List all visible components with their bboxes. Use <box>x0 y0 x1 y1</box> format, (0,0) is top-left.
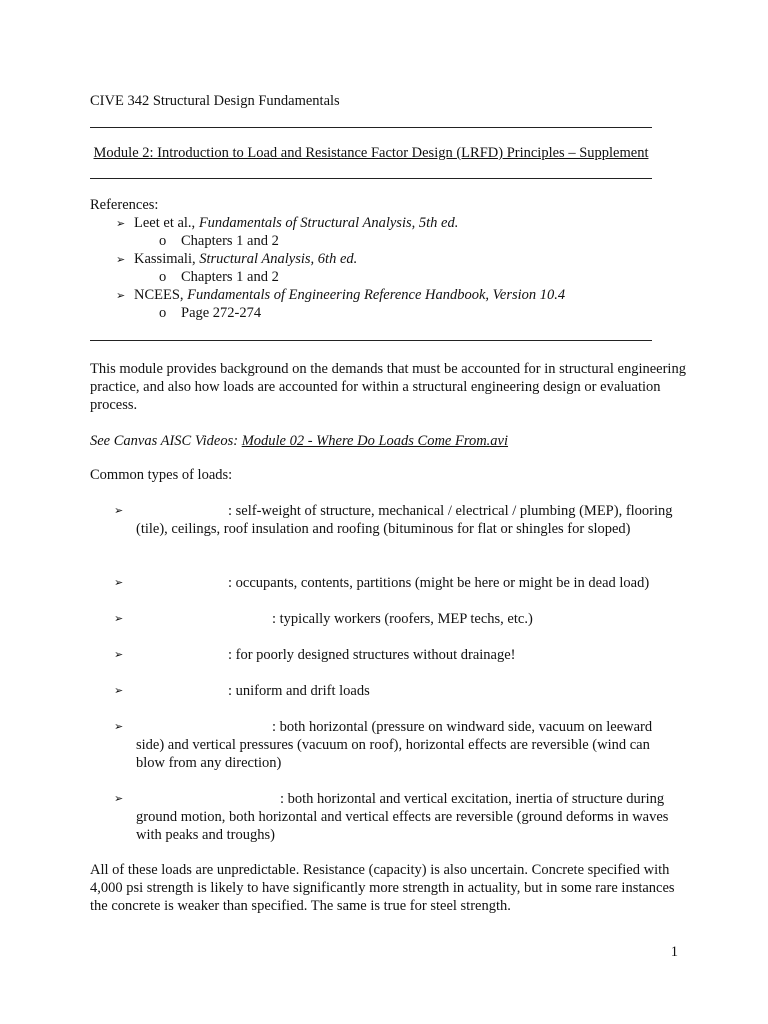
canvas-video-line <box>90 432 508 450</box>
reference-title: Fundamentals of Engineering Reference Handbook, Version 10.4 <box>187 287 566 303</box>
load-description: : both horizontal and vertical excitation, inertia of structure during ground motion, both horizontal and vertical effects are reversible (ground deforms in waves with peaks and troughs) <box>136 791 669 843</box>
load-item-seismic <box>114 790 674 844</box>
arrow-bullet-icon: ➢ <box>114 684 124 697</box>
arrow-bullet-icon: ➢ <box>116 289 126 302</box>
circle-bullet-icon: o <box>159 305 167 321</box>
divider-under-references <box>90 340 652 341</box>
divider-under-title <box>90 178 652 179</box>
reference-title: Structural Analysis, 6th ed. <box>199 251 358 267</box>
reference-title: Fundamentals of Structural Analysis, 5th ed. <box>198 215 459 231</box>
intro-paragraph: This module provides background on the demands that must be accounted for in structural engineering practice, and also how loads are accounted for within a structural engineering design or evaluation process. <box>90 361 686 413</box>
load-item-dead <box>114 502 674 538</box>
circle-bullet-icon: o <box>159 269 167 285</box>
reference-item <box>116 214 458 233</box>
video-link[interactable]: Module 02 - Where Do Loads Come From.avi <box>241 433 509 449</box>
arrow-bullet-icon: ➢ <box>114 792 124 805</box>
reference-item <box>116 250 357 269</box>
arrow-bullet-icon: ➢ <box>114 720 124 733</box>
arrow-bullet-icon: ➢ <box>116 217 126 230</box>
load-description: : for poorly designed structures without drainage! <box>228 647 516 663</box>
load-item-roof-live <box>114 610 674 628</box>
circle-bullet-icon: o <box>159 233 167 249</box>
reference-author: Kassimali, <box>134 251 200 267</box>
reference-author: Leet et al., <box>134 215 199 231</box>
course-title: CIVE 342 Structural Design Fundamentals <box>90 93 340 109</box>
load-types-heading: Common types of loads: <box>90 467 233 483</box>
load-description: : occupants, contents, partitions (might be here or might be in dead load) <box>228 575 650 591</box>
arrow-bullet-icon: ➢ <box>114 648 124 661</box>
references-heading: References: <box>90 197 159 213</box>
load-item-wind <box>114 718 674 772</box>
reference-subitem-text: Chapters 1 and 2 <box>181 269 279 285</box>
reference-subitem <box>159 232 279 250</box>
load-description: : both horizontal (pressure on windward side, vacuum on leeward side) and vertical pressures (vacuum on roof), horizontal effects are reversible (wind can blow from any direction) <box>136 719 653 771</box>
arrow-bullet-icon: ➢ <box>116 253 126 266</box>
reference-subitem <box>159 268 279 286</box>
reference-subitem-text: Chapters 1 and 2 <box>181 233 279 249</box>
load-description: : uniform and drift loads <box>228 683 370 699</box>
load-description: : typically workers (roofers, MEP techs, etc.) <box>272 611 533 627</box>
canvas-prefix: See Canvas AISC Videos: <box>90 433 242 449</box>
load-item-snow <box>114 682 674 700</box>
reference-item <box>116 286 565 305</box>
arrow-bullet-icon: ➢ <box>114 612 124 625</box>
module-title: Module 2: Introduction to Load and Resistance Factor Design (LRFD) Principles – Supplement <box>93 145 649 161</box>
reference-subitem-text: Page 272-274 <box>181 305 262 321</box>
reference-author: NCEES, <box>134 287 188 303</box>
load-description: : self-weight of structure, mechanical / electrical / plumbing (MEP), flooring (tile), ceilings, roof insulation and roofing (bituminous for flat or shingles for sloped) <box>136 503 673 537</box>
reference-subitem <box>159 304 261 322</box>
page-number: 1 <box>670 944 678 960</box>
load-item-live <box>114 574 674 592</box>
load-item-rain <box>114 646 674 664</box>
closing-paragraph: All of these loads are unpredictable. Resistance (capacity) is also uncertain. Concrete specified with 4,000 psi strength is likely to have significantly more strength in actuality, but in some rare instances the concrete is weaker than specified. The same is true for steel strength. <box>90 862 675 914</box>
arrow-bullet-icon: ➢ <box>114 504 124 517</box>
divider-top <box>90 127 652 128</box>
arrow-bullet-icon: ➢ <box>114 576 124 589</box>
